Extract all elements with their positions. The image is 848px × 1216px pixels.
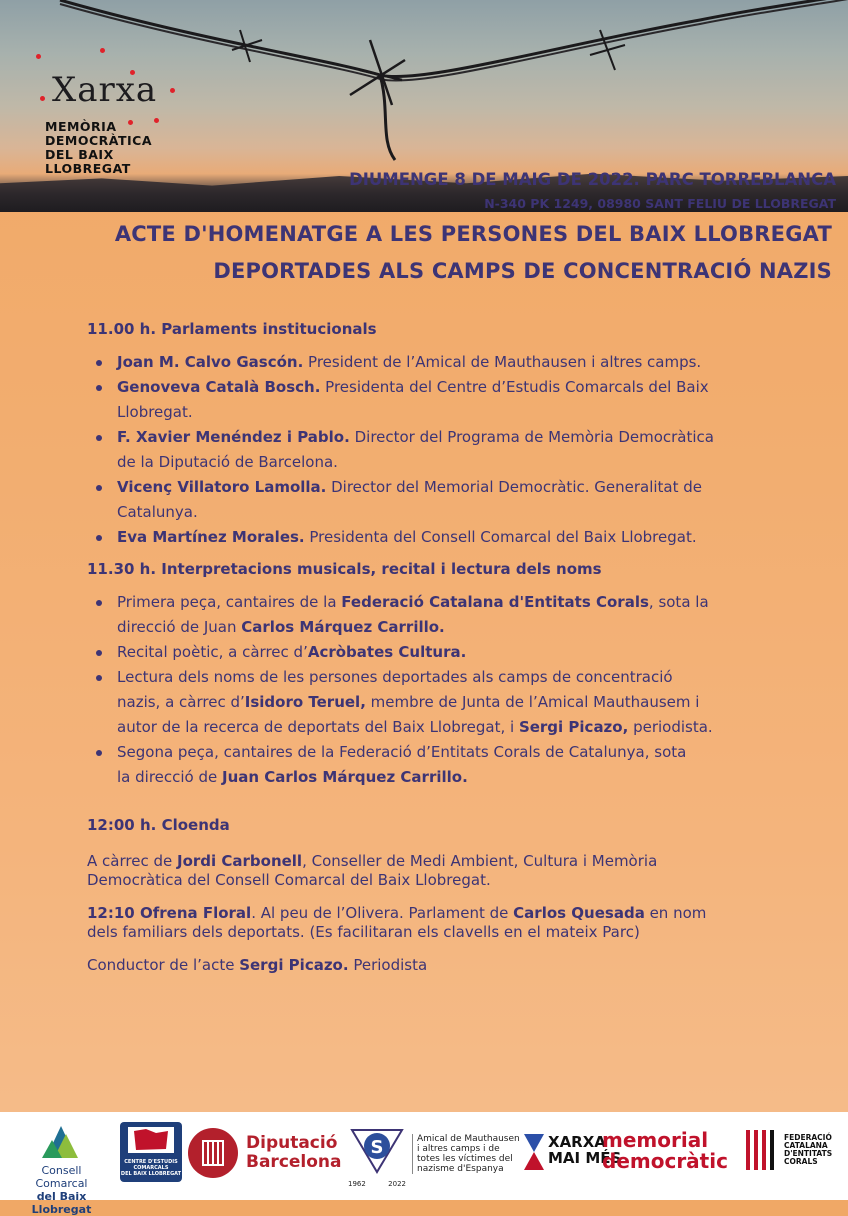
- event-address: N-340 PK 1249, 08980 SANT FELIU DE LLOBREGAT: [484, 196, 836, 211]
- list-item: Lectura dels noms de les persones deportades als camps de concentració nazis, a càrrec d’Isidoro Teruel, membre de Junta de l’Amical Mauthausem i autor de la recerca de deportats del Baix Llobregat, i Sergi Picazo, periodista.: [87, 665, 807, 740]
- diputacio-logo-text: Diputació Barcelona: [246, 1133, 342, 1172]
- memorial-democratic-logo: memorial democràtic: [602, 1128, 728, 1173]
- amical-mauthausen-text: Amical de Mauthausen i altres camps i de totes les víctimes del nazisme d'Espanya: [412, 1134, 520, 1174]
- logo-subtitle: MEMÒRIA DEMOCRÀTICA DEL BAIX LLOBREGAT: [45, 119, 153, 176]
- list-item: Joan M. Calvo Gascón. President de l’Amical de Mauthausen i altres camps.: [87, 350, 807, 375]
- section-heading: 12:00 h. Cloenda: [87, 816, 230, 834]
- program-content: [87, 318, 807, 975]
- sponsor-logos: Consell Comarcal del Baix Llobregat CENTRE D'ESTUDIS COMARCALS DEL BAIX LLOBREGAT Diputació Barcelona S 1962 2022 Amical de Mauthausen i altres camps i de totes les víctimes del nazisme d'Espanya XARXA MAI MÉS memorial democràtic FEDERACIÓ CATALANA D'ENTITATS CORALS: [0, 1112, 848, 1200]
- music-list: [87, 590, 807, 790]
- svg-text:S: S: [370, 1137, 384, 1158]
- list-item: Eva Martínez Morales. Presidenta del Consell Comarcal del Baix Llobregat.: [87, 525, 807, 550]
- speakers-list: [87, 350, 807, 550]
- page-title-line2: DEPORTADES ALS CAMPS DE CONCENTRACIÓ NAZIS: [213, 259, 832, 283]
- xarxa-logo: [30, 48, 190, 188]
- floral-paragraph: 12:10 Ofrena Floral. Al peu de l’Olivera. Parlament de Carlos Quesada en nom dels familiars dels deportats. (Es facilitaran els clavells en el mateix Parc): [87, 904, 707, 941]
- list-item: Genoveva Català Bosch. Presidenta del Centre d’Estudis Comarcals del Baix Llobregat.: [87, 375, 807, 425]
- consell-comarcal-logo: Consell Comarcal del Baix Llobregat: [14, 1120, 109, 1216]
- section-heading: 11.30 h. Interpretacions musicals, recital i lectura dels noms: [87, 560, 602, 578]
- list-item: F. Xavier Menéndez i Pablo. Director del Programa de Memòria Democràtica de la Diputació de Barcelona.: [87, 425, 807, 475]
- host-paragraph: Conductor de l’acte Sergi Picazo. Periodista: [87, 956, 428, 974]
- amical-mauthausen-logo: S 1962 2022: [348, 1126, 406, 1188]
- list-item: Recital poètic, a càrrec d’Acròbates Cultura.: [87, 640, 807, 665]
- event-date: DIUMENGE 8 DE MAIG DE 2022. PARC TORREBLANCA: [349, 170, 836, 189]
- logo-word: Xarxa: [52, 70, 158, 110]
- list-item: Primera peça, cantaires de la Federació Catalana d'Entitats Corals, sota la direcció de Juan Carlos Márquez Carrillo.: [87, 590, 807, 640]
- list-item: Vicenç Villatoro Lamolla. Director del Memorial Democràtic. Generalitat de Catalunya.: [87, 475, 807, 525]
- diputacio-seal-icon: [188, 1128, 238, 1178]
- section-heading: 11.00 h. Parlaments institucionals: [87, 320, 377, 338]
- header-photo: [0, 0, 848, 212]
- centre-estudis-logo: CENTRE D'ESTUDIS COMARCALS DEL BAIX LLOBREGAT: [120, 1122, 182, 1182]
- closing-paragraph: A càrrec de Jordi Carbonell, Conseller de Medi Ambient, Cultura i Memòria Democràtica del Consell Comarcal del Baix Llobregat.: [87, 852, 658, 889]
- list-item: Segona peça, cantaires de la Federació d’Entitats Corals de Catalunya, sota la direcció de Juan Carlos Márquez Carrillo.: [87, 740, 807, 790]
- page-title-line1: ACTE D'HOMENATGE A LES PERSONES DEL BAIX LLOBREGAT: [114, 222, 832, 246]
